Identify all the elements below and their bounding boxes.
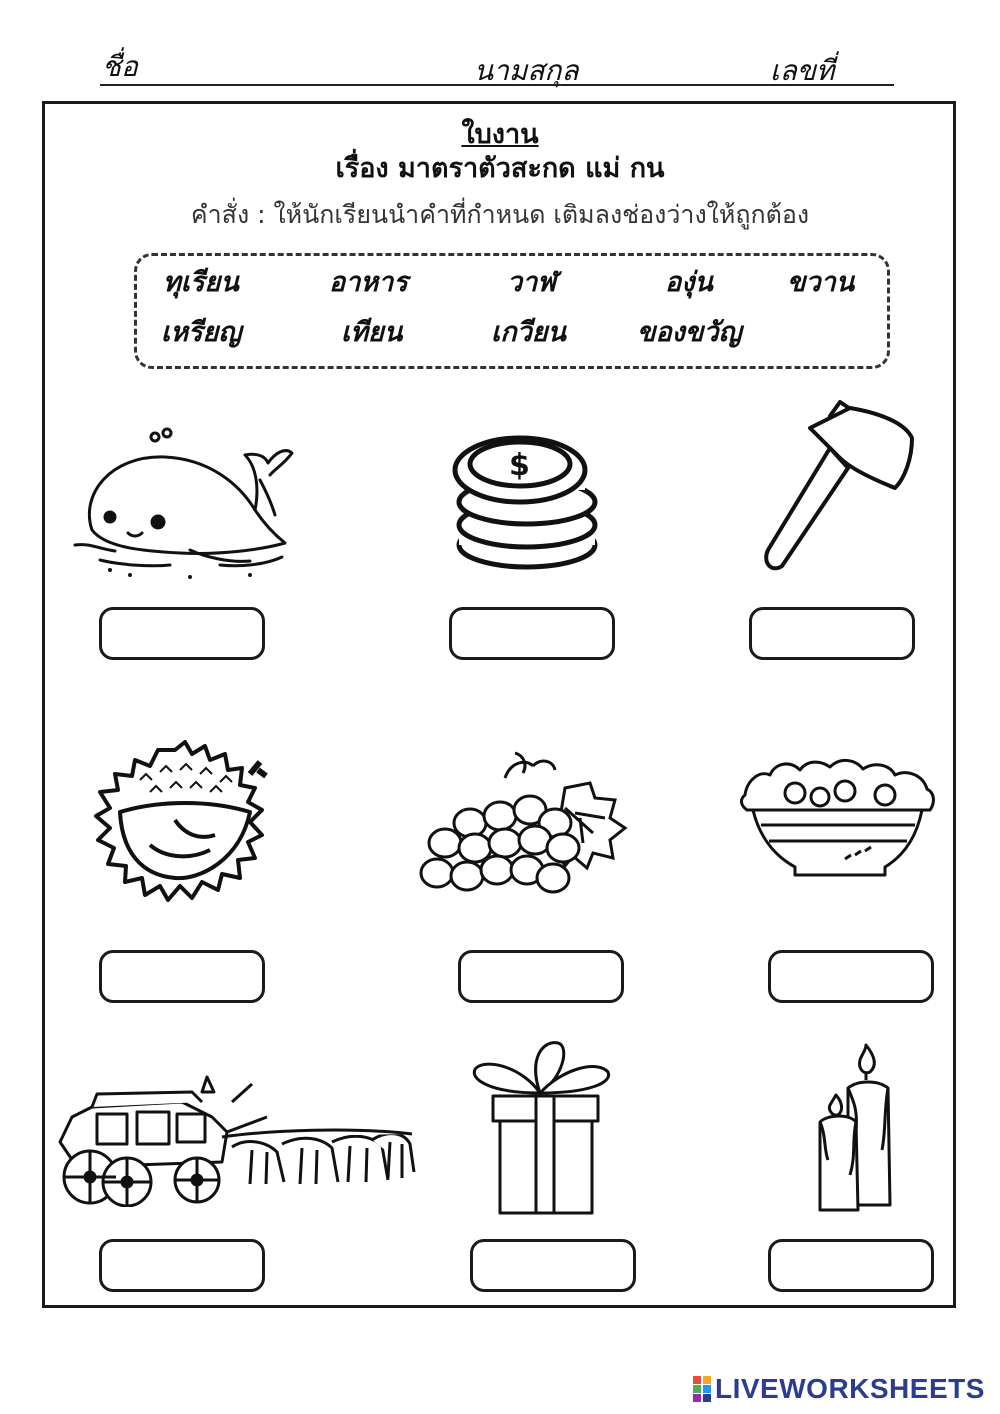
word-bank-item: ขวาน (787, 267, 855, 298)
answer-box-durian[interactable] (99, 950, 265, 1003)
word-bank-item: วาฬ (507, 267, 556, 298)
grapes-icon (415, 748, 630, 906)
answer-box-grapes[interactable] (458, 950, 624, 1003)
liveworksheets-brand-text: LIVEWORKSHEETS (715, 1373, 985, 1404)
stagecoach-icon (52, 1072, 417, 1207)
word-bank-item: ของขวัญ (637, 317, 742, 348)
student-info-header (0, 0, 1000, 100)
word-bank-item: องุ่น (665, 267, 713, 298)
answer-box-salad[interactable] (768, 950, 934, 1003)
worksheet-title: ใบงาน (461, 119, 539, 150)
answer-box-gift[interactable] (470, 1239, 636, 1292)
word-bank-item: เหรียญ (161, 317, 242, 348)
answer-box-stagecoach[interactable] (99, 1239, 265, 1292)
answer-box-coins[interactable] (449, 607, 615, 660)
axe-icon (750, 398, 920, 578)
word-bank-item: เกวียน (491, 317, 567, 348)
durian-icon (80, 740, 275, 905)
word-bank-item: อาหาร (329, 267, 408, 298)
number-label: เลขที่ (770, 54, 835, 87)
word-bank (134, 253, 890, 369)
header-underline (100, 84, 894, 86)
candles-icon (808, 1040, 898, 1215)
worksheet-subtitle: เรื่อง มาตราตัวสะกด แม่ กน (335, 153, 665, 184)
answer-box-axe[interactable] (749, 607, 915, 660)
word-bank-item: เทียน (341, 317, 403, 348)
answer-box-candles[interactable] (768, 1239, 934, 1292)
word-bank-item: ทุเรียน (163, 267, 239, 298)
whale-icon (70, 425, 300, 585)
surname-label: นามสกุล (474, 54, 579, 87)
answer-box-whale[interactable] (99, 607, 265, 660)
svg-text:$: $ (509, 448, 530, 483)
name-label: ชื่อ (102, 50, 138, 83)
coins-icon (445, 430, 600, 575)
gift-box-icon (468, 1038, 613, 1216)
instruction-text: คำสั่ง : ให้นักเรียนนำคำที่กำหนด เติมลงช่องว่างให้ถูกต้อง (190, 200, 810, 229)
liveworksheets-logo (693, 1372, 985, 1406)
salad-bowl-icon (735, 755, 940, 885)
liveworksheets-mark-icon (693, 1376, 711, 1402)
